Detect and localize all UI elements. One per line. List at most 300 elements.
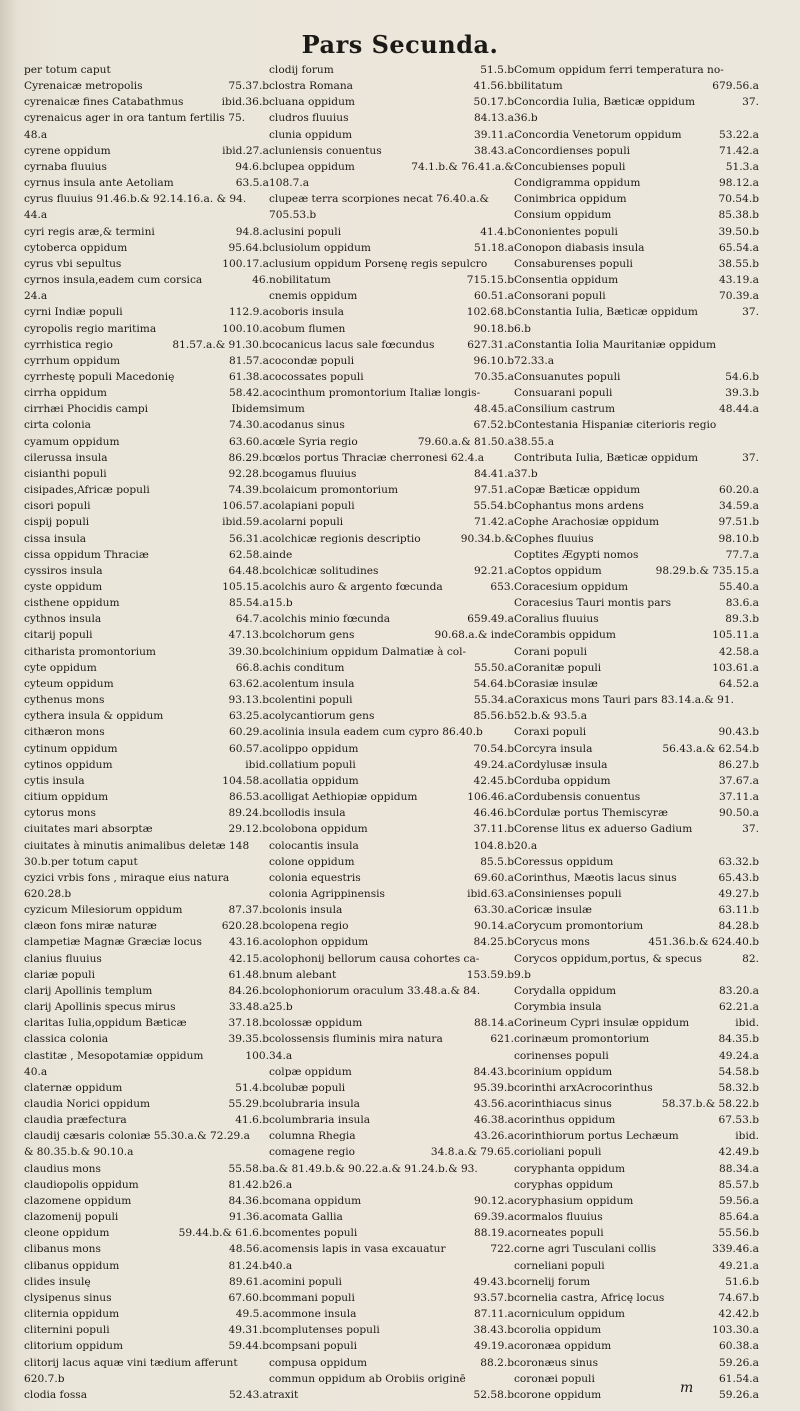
page-title: Pars Secunda. [301,30,499,59]
index-entry [24,1193,269,1209]
index-entry [24,1161,269,1177]
index-entry [514,741,759,757]
entry-term: colchicæ solitudines [269,564,379,577]
index-entry [24,1322,269,1338]
entry-term: Coranitæ populi [514,661,602,674]
index-entry [269,1306,514,1322]
entry-term: Consentia oppidum [514,274,619,287]
entry-reference: 81.42.b [228,1178,269,1191]
index-entry [269,547,514,563]
entry-reference: 85.54.a [228,597,269,610]
entry-term: cyzicum Milesiorum oppidum [24,904,183,917]
entry-term: comentes populi [269,1227,358,1240]
index-entry [24,1080,269,1096]
index-entry [269,304,514,320]
index-entry [269,417,514,433]
index-entry [24,1387,269,1403]
entry-term: clarij Apollinis templum [24,984,153,997]
index-entry [269,1015,514,1031]
entry-reference: 37.11.b [473,823,514,836]
entry-reference: 38.55.b [718,257,759,270]
entry-term: coronæa oppidum [514,1340,612,1353]
index-entry [269,353,514,369]
entry-reference: 90.43.b [718,726,759,739]
entry-reference: 37. [742,306,759,319]
index-entry [24,288,269,304]
index-entry [269,1144,514,1160]
entry-reference: 84.35.b [718,1033,759,1046]
entry-term: corioliani populi [514,1146,602,1159]
entry-term: traxit [269,1388,299,1401]
entry-term: claudiopolis oppidum [24,1178,139,1191]
entry-reference: 53.22.a [718,128,759,141]
index-entry [514,1080,759,1096]
entry-reference: 87.11.a [473,1308,514,1321]
entry-term: cœlos portus Thraciæ cherronesi 62.4.a [269,451,485,464]
index-entry [24,1015,269,1031]
entry-term: clastitæ , Mesopotamiæ oppidum [24,1049,204,1062]
entry-reference: 51.6.b [725,1275,759,1288]
entry-term: citharista promontorium [24,645,156,658]
entry-term: clupea oppidum [269,160,355,173]
entry-term: Conopon diabasis insula [514,241,645,254]
entry-term: coboris insula [269,306,344,319]
index-entry [269,1371,514,1387]
entry-term: cyrrhistica regio [24,338,113,351]
index-entry [514,224,759,240]
index-entry [269,78,514,94]
entry-term: Cophes fluuius [514,532,594,545]
entry-term: codanus sinus [269,419,345,432]
entry-term: cyrnus insula ante Aetoliam [24,177,174,190]
entry-reference: 41.4.b [480,225,514,238]
index-entry [24,1048,269,1064]
index-entry [24,644,269,660]
entry-term: 705.53.b [269,209,317,222]
entry-term: Corycos oppidum,portus, & specus [514,952,702,965]
entry-reference: 95.64.b [228,241,269,254]
entry-term: 108.7.a [269,177,310,190]
index-entry [24,224,269,240]
index-entry [269,1128,514,1144]
index-entry [269,482,514,498]
index-entry [269,579,514,595]
index-entry [514,191,759,207]
entry-reference: 85.64.a [718,1211,759,1224]
entry-term: coronæi populi [514,1372,595,1385]
entry-term: chis conditum [269,661,345,674]
entry-reference: 86.29.b [228,451,269,464]
index-entry [514,353,759,369]
entry-term: 30.b.per totum caput [24,855,138,868]
entry-term: clysipenus sinus [24,1291,112,1304]
index-column-3 [514,62,759,1403]
entry-reference: 63.62.a [228,677,269,690]
entry-term: corinthiacus sinus [514,1098,612,1110]
entry-term: Condigramma oppidum [514,177,641,190]
entry-reference: 83.20.a [718,984,759,997]
entry-term: 25.b [269,1001,293,1014]
entry-term: colaicum promontorium [269,484,398,497]
entry-term: clostra Romana [269,80,353,93]
entry-term: Corycus mons [514,936,590,949]
entry-reference: 97.51.a [473,484,514,497]
entry-reference: 39.30.b [228,645,269,658]
entry-term: cirrhæi Phocidis campi [24,403,149,416]
entry-reference: Ibidem [231,403,269,416]
entry-term: cyrenaicæ fines Catabathmus [24,96,184,109]
index-entry [269,1322,514,1338]
entry-term: 72.33.a [514,354,555,367]
index-entry [24,1112,269,1128]
entry-term: cispij populi [24,516,90,529]
entry-reference: 84.28.b [718,920,759,933]
index-entry [514,62,759,78]
entry-term: cirrha oppidum [24,387,107,400]
entry-term: commone insula [269,1308,357,1321]
index-entry [24,450,269,466]
index-entry [269,918,514,934]
entry-term: colobona oppidum [269,823,368,836]
index-entry [269,434,514,450]
entry-reference: 49.31.b [228,1324,269,1337]
index-entry [269,288,514,304]
entry-term: clæon fons miræ naturæ [24,920,157,933]
entry-reference: 104.58.a [222,774,269,787]
entry-reference: 100.10.a [222,322,269,335]
entry-reference: 55.50.a [473,661,514,674]
entry-reference: 90.50.a [718,807,759,820]
entry-term: Consuarani populi [514,387,613,400]
index-entry [24,1225,269,1241]
entry-term: corinæum promontorium [514,1033,650,1046]
index-entry [269,1193,514,1209]
entry-term: corolia oppidum [514,1324,602,1337]
entry-reference: 67.53.b [718,1114,759,1127]
entry-term: cornelia castra, Africę locus [514,1291,665,1304]
entry-reference: 63.30.a [473,904,514,917]
entry-reference: 89.61.a [228,1275,269,1288]
entry-reference: 81.57.a.& 91.30.b [172,338,269,351]
entry-reference: 38.43.b [473,1324,514,1337]
entry-reference: 55.34.a [473,694,514,707]
entry-term: colopena regio [269,920,349,933]
index-entry [269,321,514,337]
index-entry [269,1031,514,1047]
index-entry [269,934,514,950]
entry-term: ciuitates mari absorptæ [24,823,153,836]
entry-reference: 34.8.a.& 79.65. [430,1146,514,1159]
entry-reference: 98.29.b.& 735.15.a [655,564,759,577]
entry-reference: 49.24.a [473,758,514,771]
index-entry [269,967,514,983]
entry-term: 620.28.b [24,887,72,900]
entry-term: Cordubensis conuentus [514,791,641,804]
index-entry [514,999,759,1015]
entry-term: corinenses populi [514,1049,609,1062]
index-entry [24,692,269,708]
index-entry [514,207,759,223]
index-entry [24,1258,269,1274]
entry-reference: ibid. [735,1130,759,1143]
entry-term: cythenus mons [24,694,105,707]
index-entry [269,838,514,854]
index-entry [24,902,269,918]
index-entry [24,1209,269,1225]
entry-term: colubraria insula [269,1098,360,1110]
index-entry [514,482,759,498]
index-entry [514,401,759,417]
index-entry [24,62,269,78]
entry-term: Concubienses populi [514,160,626,173]
index-entry [24,385,269,401]
index-entry [269,789,514,805]
entry-reference: 60.38.a [718,1340,759,1353]
index-entry [24,272,269,288]
entry-term: Coralius fluuius [514,613,599,626]
index-entry [269,644,514,660]
index-entry [269,143,514,159]
entry-term: cythera insula & oppidum [24,710,164,723]
entry-reference: 37. [742,823,759,836]
entry-term: Corcyra insula [514,742,593,755]
entry-reference: 60.29.a [228,726,269,739]
entry-reference: 105.11.a [712,629,759,642]
index-entry [269,1338,514,1354]
entry-term: cleone oppidum [24,1227,110,1240]
entry-reference: 85.5.b [480,855,514,868]
index-entry [514,514,759,530]
entry-term: Coricæ insulæ [514,904,593,917]
entry-term: citium oppidum [24,791,109,804]
index-entry [24,918,269,934]
entry-reference: 84.26.b [228,984,269,997]
index-entry [514,498,759,514]
index-entry [269,1387,514,1403]
entry-reference: 37. [742,451,759,464]
entry-term: 36.b [514,112,538,125]
index-entry [514,1371,759,1387]
index-entry [24,498,269,514]
index-entry [269,207,514,223]
entry-reference: 61.48.b [228,968,269,981]
entry-term: colone oppidum [269,855,355,868]
index-entry [269,466,514,482]
index-entry [269,692,514,708]
entry-term: columna Rhegia [269,1130,356,1143]
entry-reference: 112.9.a [228,306,269,319]
entry-term: corinium oppidum [514,1065,613,1078]
entry-term: cyrni Indiæ populi [24,306,123,319]
index-entry [514,159,759,175]
entry-reference: 41.56.b [473,80,514,93]
index-entry [514,143,759,159]
index-entry [24,1355,269,1371]
index-entry [24,789,269,805]
entry-reference: 42.49.b [718,1146,759,1159]
entry-reference: 59.26.a [718,1388,759,1401]
entry-term: clusiolum oppidum [269,241,371,254]
entry-reference: 48.45.a [473,403,514,416]
entry-reference: 722. [490,1243,514,1256]
entry-reference: 104.8.b [473,839,514,852]
index-entry [24,676,269,692]
entry-reference: 153.59.b [466,968,514,981]
entry-term: cluniensis conuentus [269,144,382,157]
entry-term: complutenses populi [269,1324,380,1337]
entry-reference: 60.20.a [718,484,759,497]
entry-term: cluana oppidum [269,96,355,109]
index-entry [24,482,269,498]
entry-term: clunia oppidum [269,128,353,141]
entry-reference: 43.56.a [473,1098,514,1110]
index-entry [514,78,759,94]
entry-reference: 70.39.a [718,290,759,303]
entry-term: collatium populi [269,758,356,771]
entry-reference: 60.57.a [228,742,269,755]
index-entry [24,563,269,579]
entry-reference: 59.44.b [228,1340,269,1353]
entry-term: columbraria insula [269,1114,371,1127]
entry-reference: 39.50.b [718,225,759,238]
entry-reference: 98.12.a [718,177,759,190]
index-entry [269,854,514,870]
index-entry [269,110,514,126]
index-entry [514,1177,759,1193]
entry-term: 38.55.a [514,435,555,448]
entry-reference: 39.11.a [473,128,514,141]
index-entry [269,886,514,902]
entry-term: cobum flumen [269,322,346,335]
entry-term: 6.b [514,322,531,335]
index-entry [24,983,269,999]
index-entry [24,1096,269,1112]
entry-term: Coraxi populi [514,726,587,739]
entry-term: clodij forum [269,64,334,76]
entry-term: cyte oppidum [24,661,97,674]
entry-term: colchis minio fœcunda [269,613,391,626]
entry-term: 34.a [269,1049,293,1062]
index-entry [24,611,269,627]
entry-term: colchinium oppidum Dalmatiæ à col- [269,645,467,658]
index-entry [514,466,759,482]
entry-term: cytinos oppidum [24,758,113,771]
entry-reference: 43.16.a [228,936,269,949]
entry-reference: 60.51.a [473,290,514,303]
index-entry [24,595,269,611]
entry-term: simum [269,403,305,416]
entry-term: nobilitatum [269,274,331,287]
index-entry [269,1177,514,1193]
entry-term: claudius mons [24,1162,101,1175]
entry-reference: 627.31.a [467,338,514,351]
entry-reference: 61.54.a [718,1372,759,1385]
entry-reference: 63.60.a [228,435,269,448]
entry-reference: 65.54.a [718,241,759,254]
index-entry [269,983,514,999]
entry-term: Constantia Iolia Mauritaniæ oppidum [514,338,717,351]
index-entry [269,1290,514,1306]
entry-reference: 83.6.a [725,597,759,610]
entry-term: clides insulę [24,1275,91,1288]
entry-reference: 37. [742,96,759,109]
index-entry [514,175,759,191]
index-entry [269,708,514,724]
entry-term: corinthus oppidum [514,1114,616,1127]
entry-reference: 37.18.b [228,1017,269,1030]
index-entry [514,94,759,110]
index-entry [269,514,514,530]
entry-reference: 74.1.b.& 76.41.a.& [411,160,514,173]
entry-reference: 90.12.a [473,1194,514,1207]
index-entry [514,611,759,627]
index-entry [514,676,759,692]
entry-term: colpæ oppidum [269,1065,352,1078]
index-entry [514,1274,759,1290]
index-entry [24,159,269,175]
index-entry [24,78,269,94]
index-entry [514,579,759,595]
entry-term: cyrrhum oppidum [24,354,121,367]
index-entry [514,417,759,433]
index-entry [269,676,514,692]
entry-reference: 679.56.a [712,80,759,93]
index-entry [514,1015,759,1031]
entry-term: comagene regio [269,1146,356,1159]
entry-term: cyrenaicus ager in ora tantum fertilis 75. [24,112,246,125]
index-entry [269,94,514,110]
index-entry [24,773,269,789]
entry-reference: 49.5.a [235,1308,269,1321]
entry-term: corneliani populi [514,1259,605,1272]
index-entry [514,1209,759,1225]
index-entry [514,1048,759,1064]
index-entry [269,498,514,514]
entry-term: Conimbrica oppidum [514,193,627,206]
entry-reference: ibid. [735,1017,759,1030]
index-entry [514,1193,759,1209]
entry-term: Concordia Iulia, Bæticæ oppidum [514,96,695,109]
index-entry [269,563,514,579]
entry-term: cyamum oppidum [24,435,120,448]
entry-reference: 92.21.a [473,564,514,577]
index-entry [24,821,269,837]
entry-term: Corense litus ex aduerso Gadium [514,823,693,836]
entry-reference: 85.57.b [718,1178,759,1191]
entry-reference: 54.58.b [718,1065,759,1078]
entry-reference: 55.56.b [718,1227,759,1240]
entry-term: colchis auro & argento fœcunda [269,581,443,593]
entry-reference: 47.13.b [228,629,269,642]
index-entry [269,1048,514,1064]
index-entry [269,159,514,175]
entry-term: claudij cæsaris coloniæ 55.30.a.& 72.29.a [24,1130,250,1143]
entry-reference: 85.56.b [473,710,514,723]
index-entry [24,951,269,967]
entry-reference: 88.19.a [473,1227,514,1240]
entry-reference: 43.19.a [718,274,759,287]
index-entry [24,741,269,757]
entry-reference: 49.21.a [718,1259,759,1272]
entry-term: Cophe Arachosiæ oppidum [514,516,660,529]
index-entry [24,967,269,983]
entry-term: colubæ populi [269,1081,346,1094]
index-entry [514,1306,759,1322]
index-entry [269,240,514,256]
entry-term: cyrene oppidum [24,144,111,157]
entry-reference: 94.8.a [235,225,269,238]
index-entry [24,547,269,563]
